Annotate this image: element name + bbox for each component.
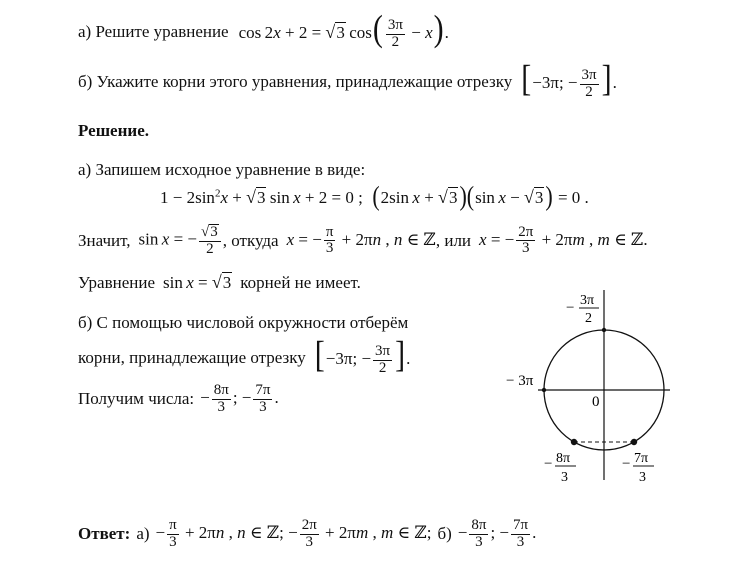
interval-expression: [−3π; − $\frac{3\pi}{2}$ ]. [521,57,617,100]
equation-main: cos 2x + 2 = √ 3 cos( $\frac{3\pi}{2}$ − x). [238,7,449,50]
task-part-a [78,7,449,50]
label-top-den: 2 [585,311,592,326]
task-b-prefix: б) Укажите корни этого уравнения, принадлежащие отрезку [78,72,513,92]
point-7pi3 [631,439,637,445]
solution-heading: Решение. [78,121,149,140]
step-b-intro-2: корни, принадлежащие отрезку [78,348,306,368]
sqrt-sign: √ 3 [325,22,345,42]
step-b-intro-1: б) С помощью числовой окружности отберём [78,313,409,332]
point-minus3pi [542,388,546,392]
label-top-num: 3π [580,293,595,308]
point-3pi2 [602,328,606,332]
no-roots-suffix: корней не имеет. [240,272,361,292]
answer-a-marker: а) [136,524,150,544]
task-a-prefix: а) Решите уравнение [78,22,229,42]
label-7pi-den: 3 [639,470,646,485]
label-top-minus: − [566,300,575,316]
or-word: , или [435,230,472,250]
obtained-line: Получим числа: − $\frac{8\pi}{3}$ ; − $\frac{7\pi}{3}$ . [78,382,279,415]
label-8pi-minus: − [544,456,553,472]
answer-line: Ответ: а) − $\frac{\pi}{3}$ + 2πn , n ∈ ℤ; − $\frac{2\pi}{3}$ + 2πm , m ∈ ℤ; б) − $\frac{8\pi}{3}$ ; − $\frac{7\pi}{3}$ . [78,517,537,550]
hence-word: Значит, [78,230,131,250]
label-8pi-den: 3 [561,470,568,485]
label-7pi-minus: − [622,456,631,472]
task-part-b [78,57,617,100]
whence-word: , откуда [222,230,279,250]
no-roots-line: Уравнение sin x = √ 3 корней не имеет. [78,272,361,292]
point-8pi3 [571,439,577,445]
label-8pi-num: 8π [556,451,571,466]
step-b-intro-2-line: корни, принадлежащие отрезку [−3π; − $\frac{3\pi}{2}$ ]. [78,333,411,376]
label-7pi-num: 7π [634,451,649,466]
answer-b-marker: б) [437,524,452,544]
step-a-intro: а) Запишем исходное уравнение в виде: [78,160,366,179]
no-roots-prefix: Уравнение [78,272,155,292]
obtained-prefix: Получим числа: [78,389,195,409]
label-left: − 3π [506,373,534,389]
rewritten-equation: $1 - 2\sin^2x$ + √ 3 sin x + 2 = 0 ; (2sin x + √ 3 )(sin x − √ 3 ) = 0 . [160,179,589,211]
hence-line: Значит, sin x = − √ 3 2 , откуда x = − $\frac{\pi}{3}$ + 2πn , n ∈ ℤ , или x = − $\frac{2\pi}{3}$ + 2πm , m ∈ ℤ. [78,223,648,257]
label-zero: 0 [592,394,600,410]
number-circle-figure [500,290,700,500]
answer-label: Ответ: [78,524,131,544]
